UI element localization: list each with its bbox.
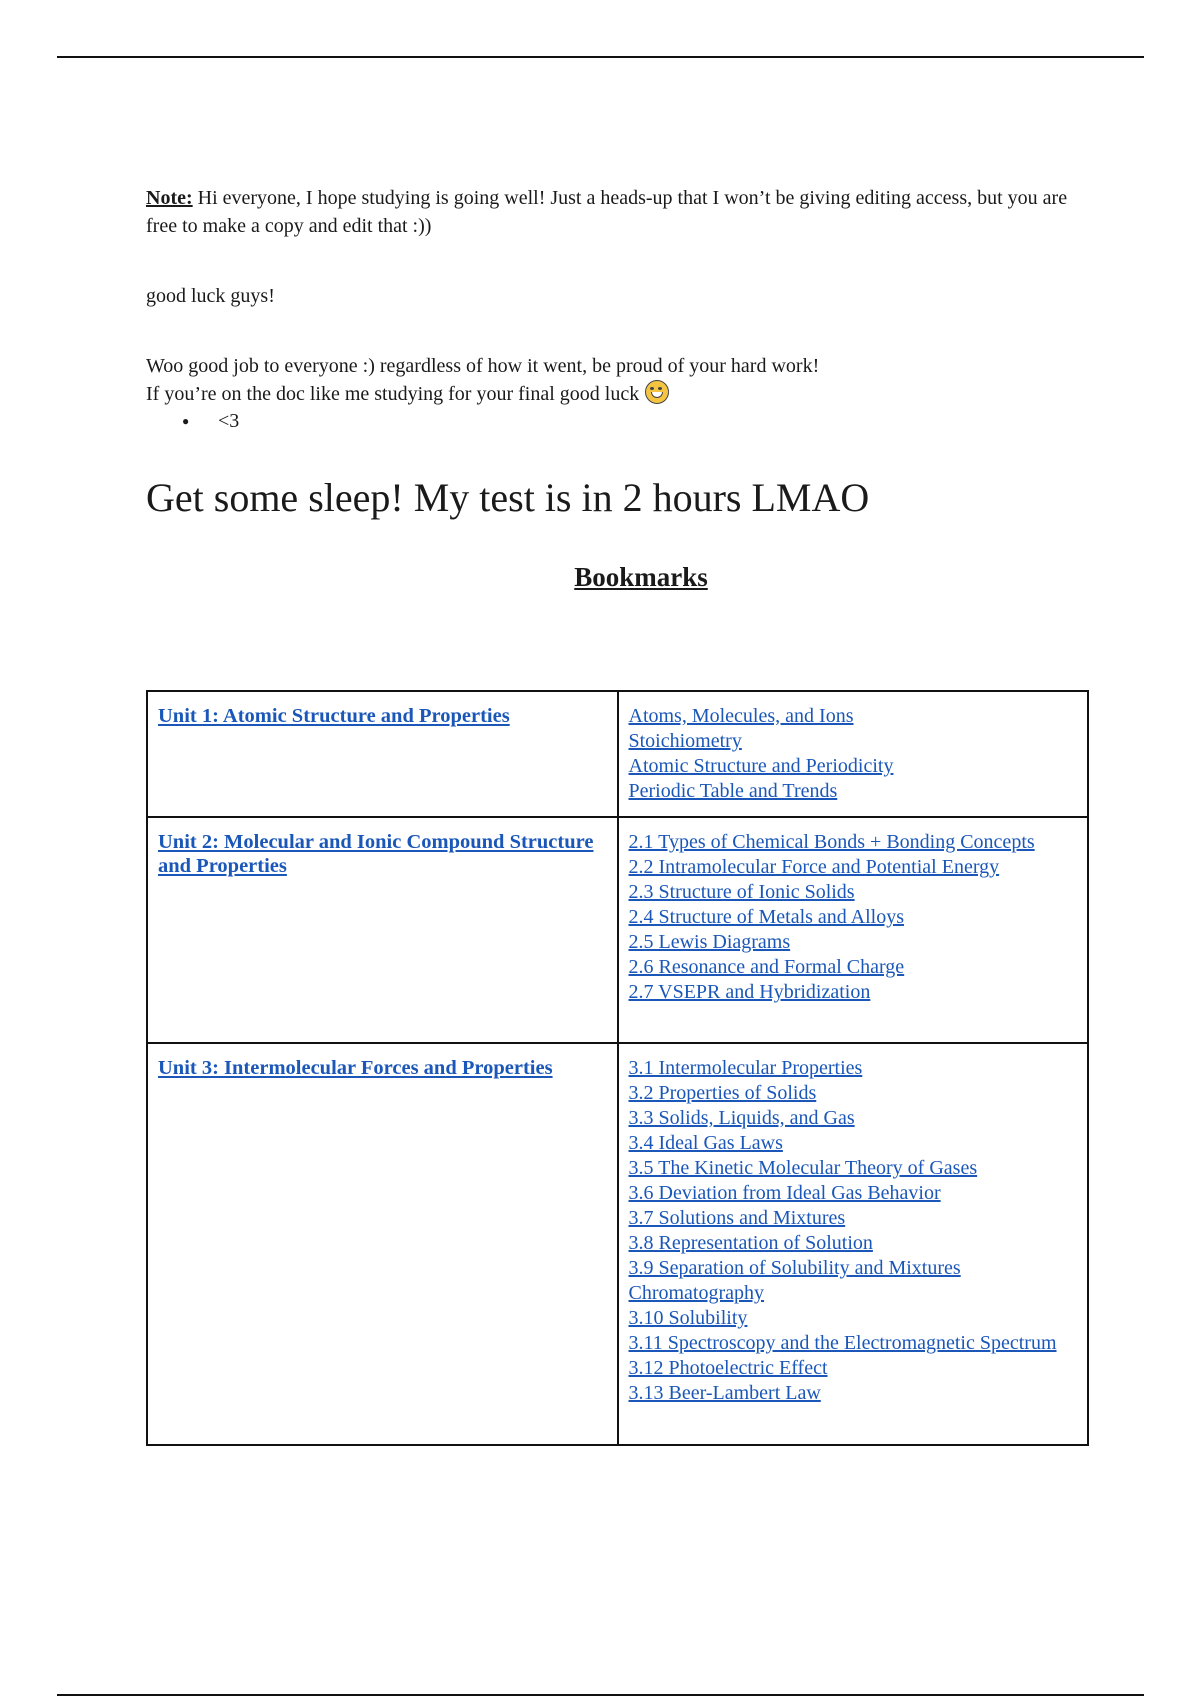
topic-link[interactable]: 2.2 Intramolecular Force and Potential Energy — [628, 856, 1000, 878]
topic-link[interactable]: 3.10 Solubility — [628, 1307, 748, 1329]
bookmarks-table — [146, 690, 1089, 1446]
big-heading: Get some sleep! My test is in 2 hours LMAO — [146, 475, 870, 520]
grinning-sweat-face-icon — [645, 380, 669, 404]
topic-link[interactable]: 2.5 Lewis Diagrams — [628, 931, 791, 953]
topic-link[interactable]: 3.6 Deviation from Ideal Gas Behavior — [628, 1182, 941, 1204]
topic-link[interactable]: 3.3 Solids, Liquids, and Gas — [628, 1107, 855, 1129]
header-rule — [57, 56, 1144, 58]
list-item: ● <3 — [146, 408, 1096, 434]
note-text: Hi everyone, I hope studying is going well! Just a heads-up that I won’t be giving editing access, but you are free to make a copy and edit that :)) — [146, 187, 1068, 237]
footer-rule — [57, 1694, 1144, 1696]
table-row — [147, 817, 1088, 1043]
topic-link[interactable]: Atoms, Molecules, and Ions — [628, 705, 854, 727]
good-luck-text: good luck guys! — [146, 285, 275, 307]
topic-link[interactable]: 2.4 Structure of Metals and Alloys — [628, 906, 905, 928]
topic-link[interactable]: 3.13 Beer-Lambert Law — [628, 1382, 821, 1404]
topic-link[interactable]: 3.2 Properties of Solids — [628, 1082, 817, 1104]
topic-link[interactable]: 3.8 Representation of Solution — [628, 1232, 873, 1254]
topic-link[interactable]: 3.12 Photoelectric Effect — [628, 1357, 828, 1379]
unit-cell — [147, 817, 618, 1043]
topic-link[interactable]: 3.7 Solutions and Mixtures — [628, 1207, 846, 1229]
document-body — [146, 184, 1096, 593]
woo-line-2-text: If you’re on the doc like me studying for your final good luck — [146, 383, 640, 405]
topics-cell — [618, 817, 1089, 1043]
note-paragraph — [146, 184, 1096, 240]
topic-link[interactable]: 2.3 Structure of Ionic Solids — [628, 881, 855, 903]
note-label: Note: — [146, 187, 193, 209]
unit-cell — [147, 691, 618, 817]
topic-link[interactable]: Periodic Table and Trends — [628, 780, 838, 802]
woo-line-1: Woo good job to everyone :) regardless of how it went, be proud of your hard work! — [146, 355, 820, 377]
topic-link[interactable]: 3.1 Intermolecular Properties — [628, 1057, 863, 1079]
topic-link[interactable]: Stoichiometry — [628, 730, 742, 752]
bookmarks-title: Bookmarks — [574, 562, 708, 592]
topics-cell — [618, 691, 1089, 817]
topic-link[interactable]: 3.9 Separation of Solubility and Mixtures Chromatography — [628, 1257, 961, 1304]
topic-link[interactable]: 3.11 Spectroscopy and the Electromagnetic Spectrum — [628, 1332, 1057, 1354]
table-row — [147, 1043, 1088, 1445]
unit-2-link[interactable]: Unit 2: Molecular and Ionic Compound Structure and Properties — [158, 831, 594, 877]
topic-link[interactable]: 3.4 Ideal Gas Laws — [628, 1132, 783, 1154]
bullet-list — [146, 408, 1096, 434]
topic-link[interactable]: 2.1 Types of Chemical Bonds + Bonding Concepts — [628, 831, 1035, 853]
table-row — [147, 691, 1088, 817]
unit-3-link[interactable]: Unit 3: Intermolecular Forces and Properties — [158, 1057, 553, 1079]
unit-cell — [147, 1043, 618, 1445]
unit-1-link[interactable]: Unit 1: Atomic Structure and Properties — [158, 705, 510, 727]
woo-line-2 — [146, 380, 1096, 408]
topic-link[interactable]: 3.5 The Kinetic Molecular Theory of Gases — [628, 1157, 978, 1179]
topics-cell — [618, 1043, 1089, 1445]
topic-link[interactable]: 2.6 Resonance and Formal Charge — [628, 956, 905, 978]
topic-link[interactable]: 2.7 VSEPR and Hybridization — [628, 981, 871, 1003]
topic-link[interactable]: Atomic Structure and Periodicity — [628, 755, 894, 777]
